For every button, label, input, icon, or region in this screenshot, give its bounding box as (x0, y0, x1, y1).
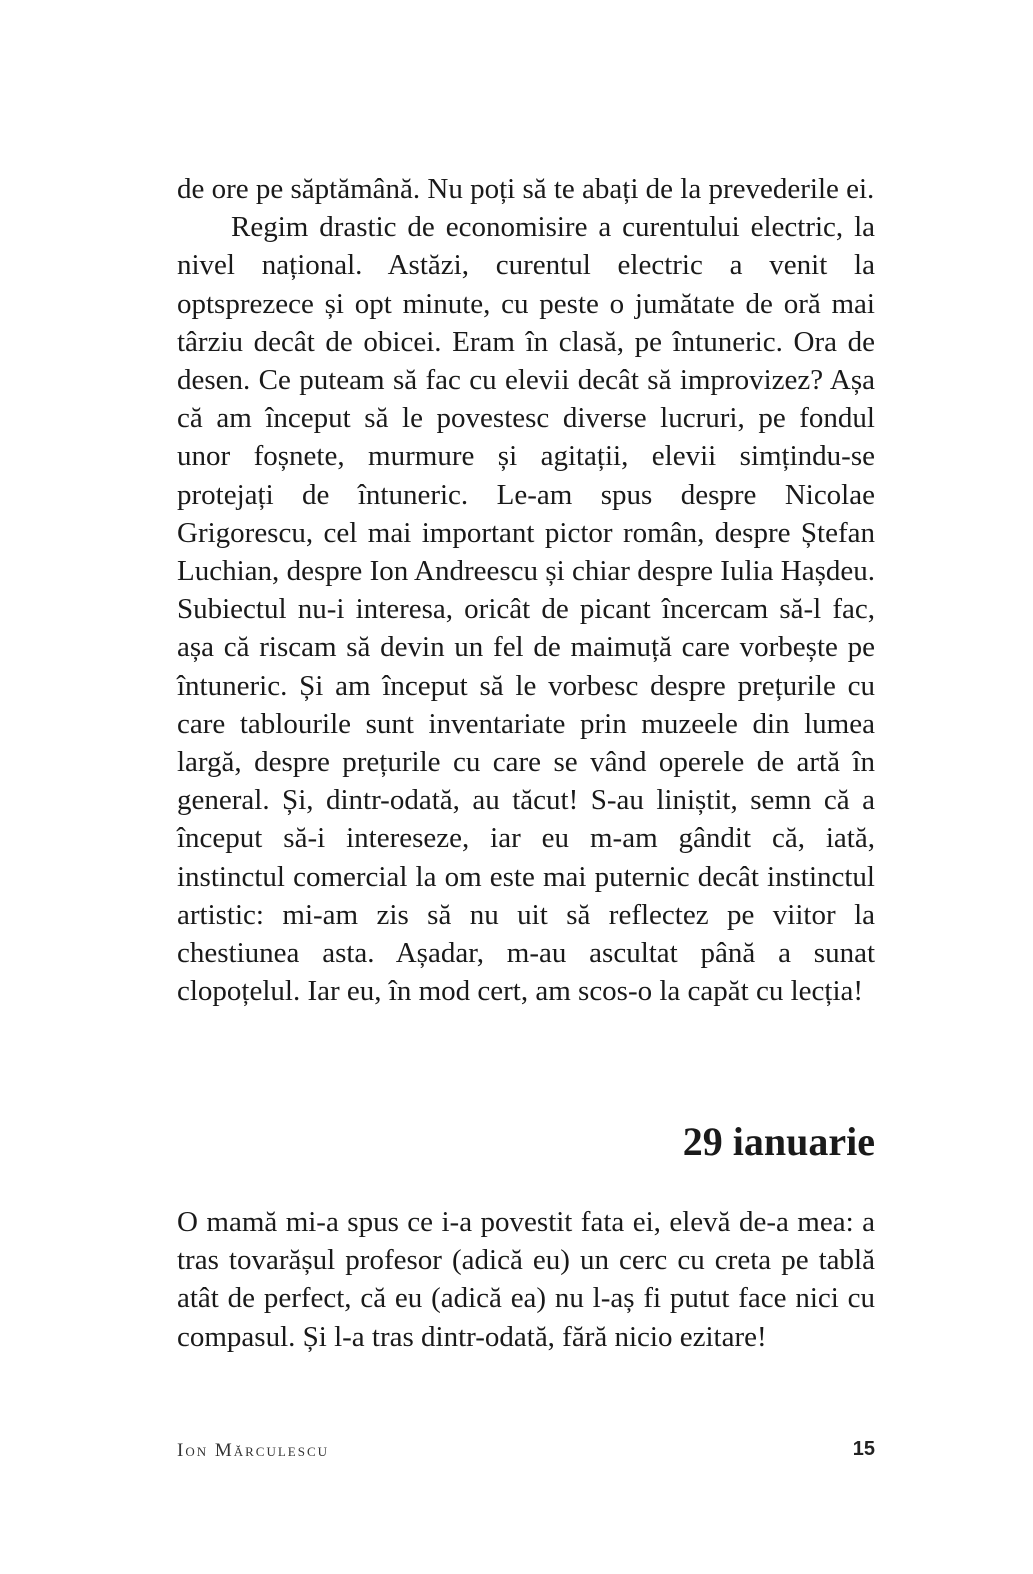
entry-paragraph: O mamă mi-a spus ce i-a povestit fata ei, elevă de-a mea: a tras tovarășul profesor (adică eu) un cerc cu creta pe tablă atât de perfect, că eu (adică ea) nu l-aș fi putut face nici cu compasul. Și l-a tras dintr-odată, fără nicio ezitare! (177, 1206, 875, 1353)
entry-date-heading: 29 ianuarie (682, 1119, 875, 1164)
body-text (177, 170, 875, 1010)
entry-text (177, 1203, 875, 1356)
continuation-paragraph: de ore pe săptămână. Nu poți să te abați de la prevederile ei. (177, 173, 875, 205)
main-paragraph: Regim drastic de economisire a curentului electric, la nivel național. Astăzi, curentul electric a venit la optsprezece și opt minute, cu peste o jumătate de oră mai târziu decât de obicei. Eram în clasă, pe întuneric. Ora de desen. Ce puteam să fac cu elevii decât să improvizez? Așa că am început să le povestesc diverse lucruri, pe fondul unor foșnete, murmure și agitații, elevii simțindu-se protejați de întuneric. Le-am spus despre Nicolae Grigorescu, cel mai important pictor român, despre Ștefan Luchian, despre Ion Andreescu și chiar despre Iulia Hașdeu. Subiectul nu-i interesa, oricât de picant încercam să-l fac, așa că riscam să devin un fel de maimuță care vorbește pe întuneric. Și am început să le vorbesc despre prețurile cu care tablourile sunt inventariate prin muzeele din lumea largă, despre prețurile cu care se vând operele de artă în general. Și, dintr-odată, au tăcut! S-au liniștit, semn că a început să-i intereseze, iar eu m-am gândit că, iată, instinctul comercial la om este mai puternic decât instinctul artistic: mi-am zis să nu uit să reflectez pe viitor la chestiunea asta. Așadar, m-au ascultat până a sunat clopoțelul. Iar eu, în mod cert, am scos-o la capăt cu lecția! (177, 211, 875, 1008)
footer-author: Ion Mărculescu (177, 1440, 330, 1461)
page-number: 15 (852, 1438, 875, 1460)
